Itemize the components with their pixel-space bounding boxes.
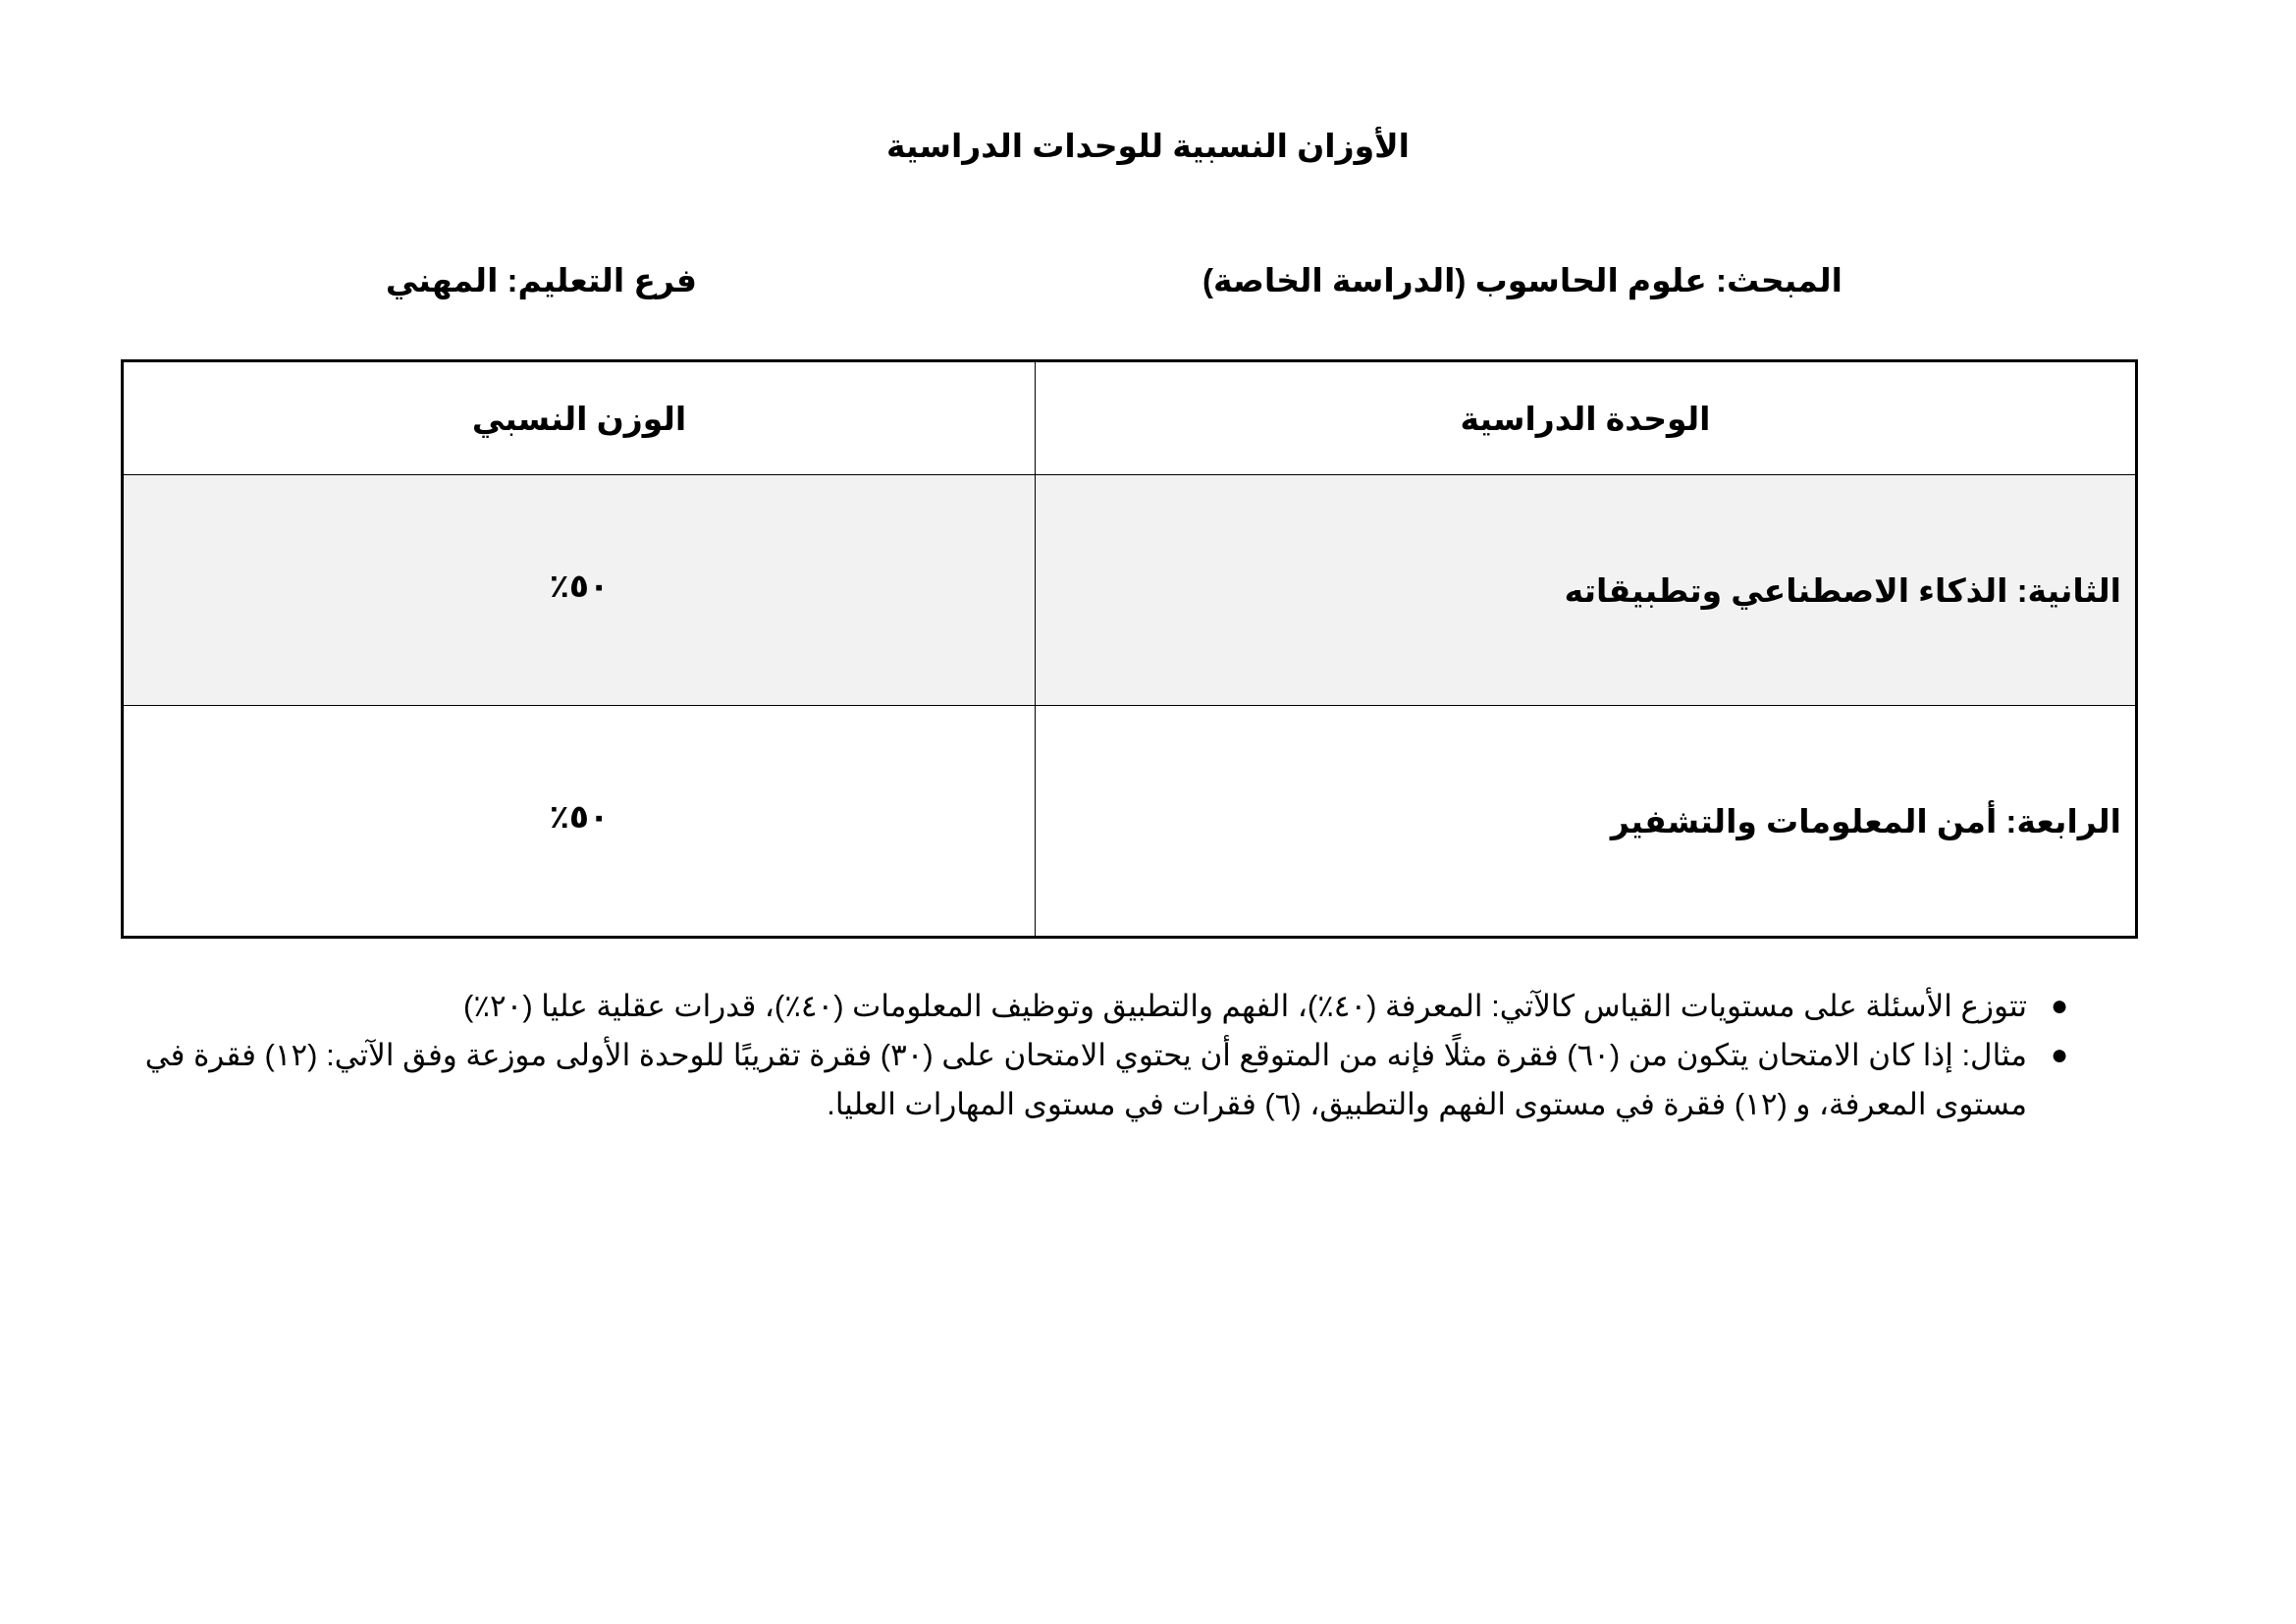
bullet-icon: ●: [2050, 990, 2069, 1022]
table-row: [123, 706, 2137, 938]
notes-list: [133, 982, 2069, 1129]
note-text: تتوزع الأسئلة على مستويات القياس كالآتي: المعرفة (٤٠٪)، الفهم والتطبيق وتوظيف المعلومات (٤٠٪)، قدرات عقلية عليا (٢٠٪): [463, 989, 2027, 1023]
branch-line: فرع التعليم: المهني: [385, 262, 697, 298]
note-text: مثال: إذا كان الامتحان يتكون من (٦٠) فقرة مثلًا فإنه من المتوقع أن يحتوي الامتحان على (٣٠) فقرة تقريبًا للوحدة الأولى موزعة وفق الآتي: (١٢) فقرة في مستوى المعرفة، و (١٢) فقرة في مستوى الفهم والتطبيق، (٦) فقرات في مستوى المهارات العليا.: [144, 1038, 2027, 1121]
unit-cell: الرابعة: أمن المعلومات والتشفير: [1036, 706, 2137, 938]
note-item: [133, 1031, 2069, 1129]
header-unit: الوحدة الدراسية: [1036, 361, 2137, 475]
unit-cell: الثانية: الذكاء الاصطناعي وتطبيقاته: [1036, 475, 2137, 706]
page-title: الأوزان النسبية للوحدات الدراسية: [886, 128, 1410, 164]
table-header-row: [123, 361, 2137, 475]
weight-cell: ٥٠٪: [123, 706, 1036, 938]
table-row: [123, 475, 2137, 706]
header-weight: الوزن النسبي: [123, 361, 1036, 475]
subject-line: المبحث: علوم الحاسوب (الدراسة الخاصة): [1201, 262, 1842, 298]
weights-table: [121, 359, 2138, 939]
note-item: [133, 982, 2069, 1031]
weight-cell: ٥٠٪: [123, 475, 1036, 706]
bullet-icon: ●: [2050, 1039, 2069, 1071]
